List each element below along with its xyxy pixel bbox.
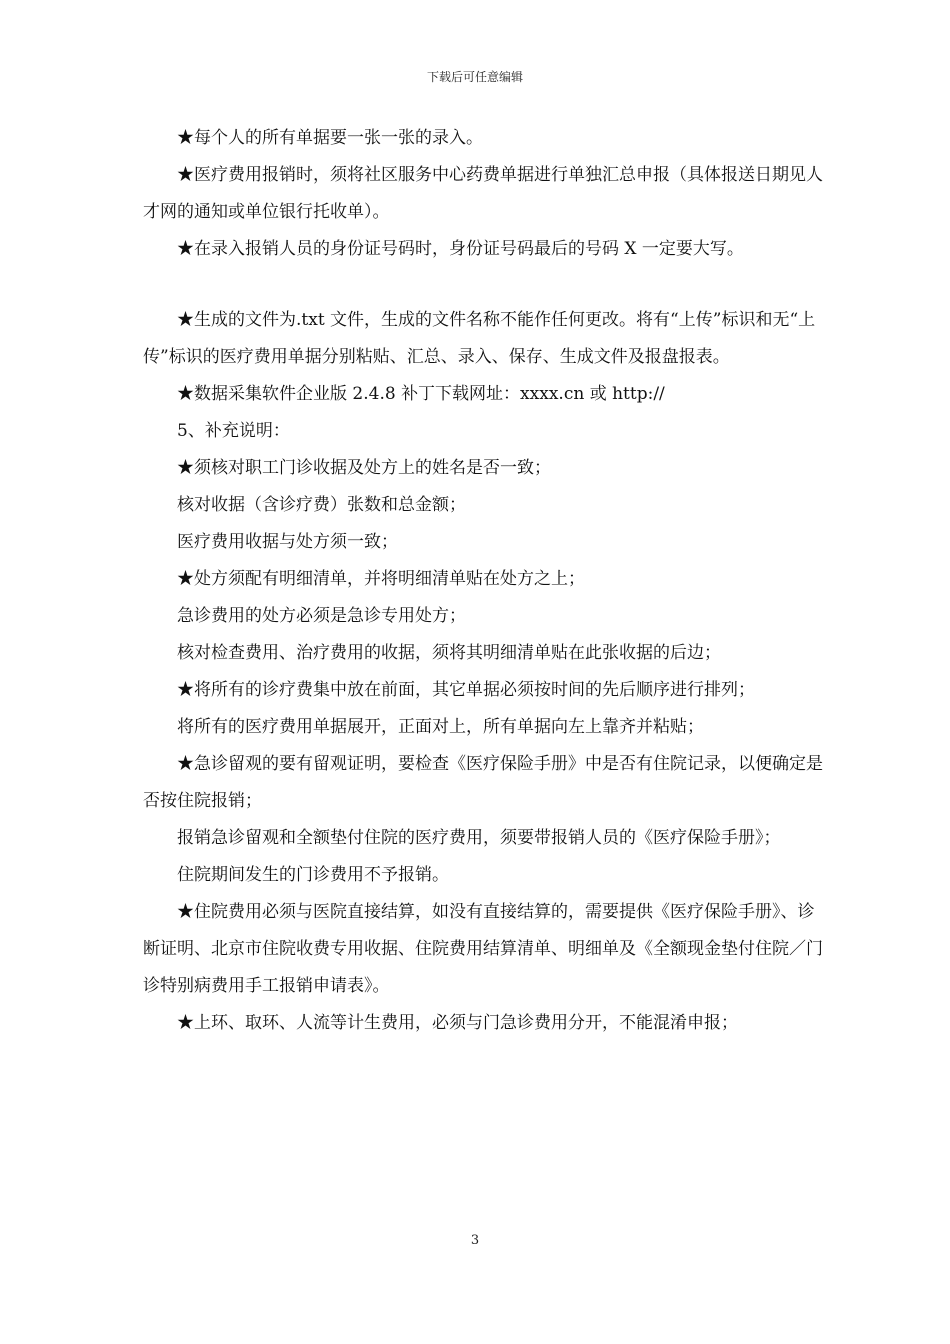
- paragraph: 将所有的医疗费用单据展开，正面对上，所有单据向左上靠齐并粘贴；: [177, 717, 704, 737]
- paragraph: ★住院费用必须与医院直接结算，如没有直接结算的，需要提供《医疗保险手册》、诊断证明、北京市住院收费专用收据、住院费用结算清单、明细单及《全额现金垫付住院／门诊特别病费用手工报销申请表》。: [143, 902, 823, 996]
- paragraph: 急诊费用的处方必须是急诊专用处方；: [177, 606, 466, 626]
- paragraph: 住院期间发生的门诊费用不予报销。: [177, 865, 449, 885]
- paragraph: ★将所有的诊疗费集中放在前面，其它单据必须按时间的先后顺序进行排列；: [177, 680, 755, 700]
- paragraph: 核对检查费用、治疗费用的收据，须将其明细清单贴在此张收据的后边；: [177, 643, 721, 663]
- paragraph: ★每个人的所有单据要一张一张的录入。: [177, 128, 483, 148]
- paragraph: ★急诊留观的要有留观证明，要检查《医疗保险手册》中是否有住院记录，以便确定是否按住院报销；: [143, 754, 823, 811]
- paragraph: ★上环、取环、人流等计生费用，必须与门急诊费用分开，不能混淆申报；: [177, 1013, 738, 1033]
- paragraph: ★处方须配有明细清单，并将明细清单贴在处方之上；: [177, 569, 585, 589]
- page-header: 下载后可任意编辑: [426, 70, 523, 84]
- paragraph: ★生成的文件为.txt 文件，生成的文件名称不能作任何更改。将有“上传”标识和无“上传”标识的医疗费用单据分别粘贴、汇总、录入、保存、生成文件及报盘报表。: [143, 310, 816, 367]
- paragraph: ★须核对职工门诊收据及处方上的姓名是否一致；: [177, 458, 551, 478]
- paragraph: 核对收据（含诊疗费）张数和总金额；: [177, 495, 466, 515]
- paragraph: ★医疗费用报销时，须将社区服务中心药费单据进行单独汇总申报（具体报送日期见人才网的通知或单位银行托收单）。: [143, 165, 823, 222]
- paragraph: ★数据采集软件企业版 2.4.8 补丁下载网址：xxxx.cn 或 http://: [177, 384, 665, 404]
- section-heading: 5、补充说明：: [177, 421, 290, 441]
- paragraph: 报销急诊留观和全额垫付住院的医疗费用，须要带报销人员的《医疗保险手册》；: [177, 828, 781, 848]
- page-number: 3: [470, 1233, 480, 1248]
- document-body: [143, 120, 823, 1042]
- paragraph: ★在录入报销人员的身份证号码时，身份证号码最后的号码 X 一定要大写。: [177, 239, 744, 259]
- paragraph: 医疗费用收据与处方须一致；: [177, 532, 398, 552]
